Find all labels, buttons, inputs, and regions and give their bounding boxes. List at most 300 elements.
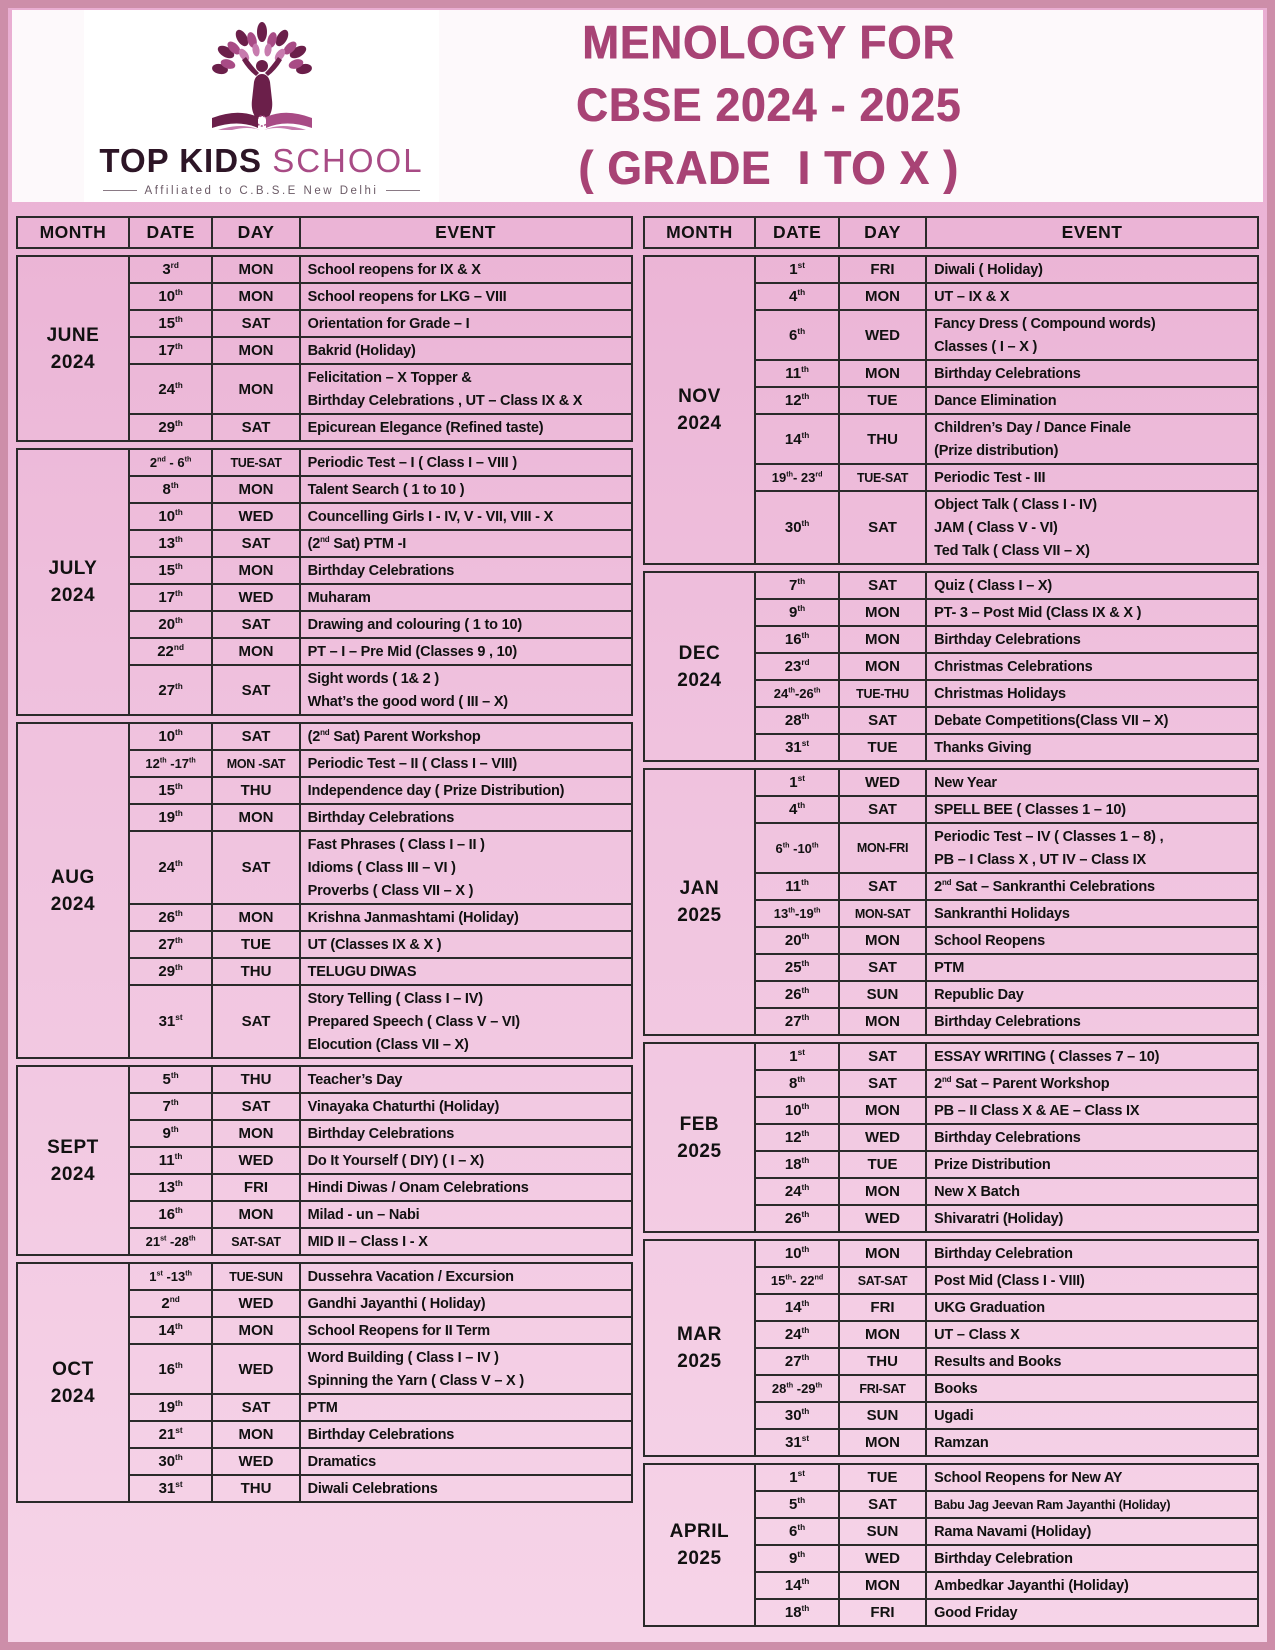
date-cell: 4th [755,283,839,310]
date-cell: 19th [129,1394,213,1421]
event-cell: Birthday Celebrations [926,626,1258,653]
event-cell: Sankranthi Holidays [926,900,1258,927]
event-cell: Prize Distribution [926,1151,1258,1178]
month-table-nov-2024 [643,255,1260,565]
date-cell: 8th [129,476,213,503]
month-label: NOV 2024 [644,256,756,564]
date-cell: 9th [755,1545,839,1572]
event-cell: Periodic Test - III [926,464,1258,491]
event-cell: Drawing and colouring ( 1 to 10) [300,611,632,638]
date-cell: 16th [129,1344,213,1394]
event-cell: Muharam [300,584,632,611]
date-cell: 20th [755,927,839,954]
header-row [644,217,1259,248]
date-cell: 1st [755,1464,839,1491]
month-table-june-2024 [16,255,633,442]
date-cell: 1st -13th [129,1263,213,1290]
date-cell: 6th [755,310,839,360]
month-table-feb-2025 [643,1042,1260,1233]
page-title [439,2,1263,209]
day-cell: MON [839,927,926,954]
date-cell: 2nd [129,1290,213,1317]
date-cell: 10th [755,1097,839,1124]
calendar-row [644,1240,1259,1267]
event-cell: UKG Graduation [926,1294,1258,1321]
day-cell: THU [839,1348,926,1375]
event-cell: Gandhi Jayanthi ( Holiday) [300,1290,632,1317]
day-cell: FRI-SAT [839,1375,926,1402]
calendar-tables [8,202,1267,1627]
date-cell: 27th [755,1348,839,1375]
day-cell: MON [212,283,299,310]
event-cell: Teacher’s Day [300,1066,632,1093]
day-cell: TUE [839,387,926,414]
event-cell: TELUGU DIWAS [300,958,632,985]
event-cell: Milad - un – Nabi [300,1201,632,1228]
event-cell: ESSAY WRITING ( Classes 7 – 10) [926,1043,1258,1070]
event-cell: Orientation for Grade – I [300,310,632,337]
school-name [99,142,423,180]
date-cell: 15th [129,557,213,584]
date-cell: 3rd [129,256,213,283]
event-cell: School Reopens [926,927,1258,954]
day-cell: MON [839,599,926,626]
calendar-row [644,1464,1259,1491]
date-cell: 10th [129,723,213,750]
column-header-table [16,216,633,249]
event-cell: Post Mid (Class I - VIII) [926,1267,1258,1294]
month-table-mar-2025 [643,1239,1260,1457]
event-cell: Birthday Celebrations [300,1421,632,1448]
event-cell: Felicitation – X Topper & Birthday Celebrations , UT – Class IX & X [300,364,632,414]
day-cell: MON [212,1120,299,1147]
day-cell: SAT [839,707,926,734]
date-cell: 24th [755,1178,839,1205]
day-cell: MON [839,1429,926,1456]
event-cell: Dance Elimination [926,387,1258,414]
day-cell: SAT [212,530,299,557]
day-cell: SAT [212,665,299,715]
month-table-april-2025 [643,1463,1260,1627]
day-cell: TUE [839,734,926,761]
date-cell: 29th [129,414,213,441]
month-table-dec-2024 [643,571,1260,762]
event-cell: Fast Phrases ( Class I – II ) Idioms ( Class III – VI ) Proverbs ( Class VII – X ) [300,831,632,904]
day-cell: SAT [839,572,926,599]
day-cell: SAT [839,1070,926,1097]
column-header-day: DAY [212,217,299,248]
day-cell: MON [839,1008,926,1035]
date-cell: 31st [129,1475,213,1502]
title-line-2: CBSE 2024 - 2025 [575,78,962,132]
event-cell: School reopens for LKG – VIII [300,283,632,310]
day-cell: TUE [839,1464,926,1491]
day-cell: TUE [212,931,299,958]
date-cell: 6th [755,1518,839,1545]
event-cell: Rama Navami (Holiday) [926,1518,1258,1545]
month-label: AUG 2024 [17,723,129,1058]
date-cell: 21st [129,1421,213,1448]
date-cell: 26th [755,1205,839,1232]
month-label: FEB 2025 [644,1043,756,1232]
event-cell: Books [926,1375,1258,1402]
header [12,10,1263,202]
day-cell: MON [212,476,299,503]
date-cell: 11th [755,360,839,387]
day-cell: MON [212,904,299,931]
day-cell: MON [212,1317,299,1344]
column-header-table [643,216,1260,249]
column-header-date: DATE [755,217,839,248]
event-cell: 2nd Sat – Parent Workshop [926,1070,1258,1097]
calendar-row [17,1066,632,1093]
event-cell: Diwali ( Holiday) [926,256,1258,283]
month-label: JAN 2025 [644,769,756,1035]
date-cell: 31st [755,734,839,761]
day-cell: WED [839,1124,926,1151]
month-table-sept-2024 [16,1065,633,1256]
calendar-row [644,572,1259,599]
day-cell: SUN [839,1518,926,1545]
event-cell: Vinayaka Chaturthi (Holiday) [300,1093,632,1120]
date-cell: 15th- 22nd [755,1267,839,1294]
event-cell: UT – IX & X [926,283,1258,310]
calendar-column-left [16,216,633,1503]
date-cell: 27th [755,1008,839,1035]
event-cell: Babu Jag Jeevan Ram Jayanthi (Holiday) [926,1491,1258,1518]
event-cell: Birthday Celebrations [300,804,632,831]
day-cell: FRI [839,256,926,283]
date-cell: 9th [129,1120,213,1147]
event-cell: Birthday Celebrations [926,1124,1258,1151]
day-cell: SAT [839,491,926,564]
day-cell: THU [212,1066,299,1093]
date-cell: 16th [129,1201,213,1228]
day-cell: SAT [839,1491,926,1518]
date-cell: 23rd [755,653,839,680]
day-cell: SAT [212,831,299,904]
date-cell: 10th [129,503,213,530]
school-name-top-kids: TOP KIDS [99,141,263,179]
event-cell: New Year [926,769,1258,796]
month-label: MAR 2025 [644,1240,756,1456]
date-cell: 19th [129,804,213,831]
day-cell: MON [212,804,299,831]
event-cell: UT (Classes IX & X ) [300,931,632,958]
day-cell: MON [839,283,926,310]
event-cell: Word Building ( Class I – IV ) Spinning the Yarn ( Class V – X ) [300,1344,632,1394]
date-cell: 6th -10th [755,823,839,873]
date-cell: 22nd [129,638,213,665]
date-cell: 27th [129,665,213,715]
date-cell: 13th [129,530,213,557]
day-cell: SAT [212,1093,299,1120]
day-cell: THU [212,1475,299,1502]
event-cell: Sight words ( 1& 2 ) What’s the good word ( III – X) [300,665,632,715]
day-cell: SAT [212,310,299,337]
event-cell: PTM [926,954,1258,981]
event-cell: Periodic Test – I ( Class I – VIII ) [300,449,632,476]
event-cell: PTM [300,1394,632,1421]
school-tagline: Affiliated to C.B.S.E New Delhi [103,185,421,197]
event-cell: Bakrid (Holiday) [300,337,632,364]
date-cell: 30th [129,1448,213,1475]
day-cell: WED [212,1448,299,1475]
day-cell: FRI [839,1294,926,1321]
date-cell: 31st [755,1429,839,1456]
date-cell: 18th [755,1151,839,1178]
event-cell: Results and Books [926,1348,1258,1375]
date-cell: 27th [129,931,213,958]
day-cell: MON-SAT [839,900,926,927]
date-cell: 18th [755,1599,839,1626]
calendar-column-right [643,216,1260,1627]
day-cell: MON [212,337,299,364]
date-cell: 14th [755,414,839,464]
month-table-july-2024 [16,448,633,716]
day-cell: SAT [212,985,299,1058]
day-cell: THU [212,777,299,804]
calendar-row [644,769,1259,796]
event-cell: UT – Class X [926,1321,1258,1348]
event-cell: Hindi Diwas / Onam Celebrations [300,1174,632,1201]
day-cell: SAT [212,611,299,638]
day-cell: MON [212,1421,299,1448]
date-cell: 12th [755,387,839,414]
calendar-row [644,256,1259,283]
date-cell: 11th [755,873,839,900]
event-cell: PT – I – Pre Mid (Classes 9 , 10) [300,638,632,665]
month-table-jan-2025 [643,768,1260,1036]
date-cell: 9th [755,599,839,626]
day-cell: SAT [839,873,926,900]
event-cell: Thanks Giving [926,734,1258,761]
day-cell: SAT [839,954,926,981]
event-cell: School Reopens for II Term [300,1317,632,1344]
date-cell: 20th [129,611,213,638]
day-cell: THU [839,414,926,464]
event-cell: SPELL BEE ( Classes 1 – 10) [926,796,1258,823]
event-cell: Ugadi [926,1402,1258,1429]
event-cell: Councelling Girls I - IV, V - VII, VIII - X [300,503,632,530]
event-cell: Quiz ( Class I – X) [926,572,1258,599]
event-cell: MID II – Class I - X [300,1228,632,1255]
event-cell: Birthday Celebrations [926,1008,1258,1035]
event-cell: Christmas Celebrations [926,653,1258,680]
date-cell: 17th [129,584,213,611]
school-logo [84,10,439,202]
day-cell: THU [212,958,299,985]
date-cell: 24th-26th [755,680,839,707]
event-cell: Story Telling ( Class I – IV) Prepared Speech ( Class V – VI) Elocution (Class VII – X) [300,985,632,1058]
day-cell: MON [839,626,926,653]
event-cell: (2nd Sat) PTM -I [300,530,632,557]
date-cell: 26th [129,904,213,931]
title-line-3: ( GRADE I TO X ) [578,141,959,195]
day-cell: TUE-SAT [212,449,299,476]
event-cell: School Reopens for New AY [926,1464,1258,1491]
day-cell: SAT-SAT [212,1228,299,1255]
date-cell: 15th [129,310,213,337]
day-cell: MON [839,653,926,680]
event-cell: School reopens for IX & X [300,256,632,283]
event-cell: Dramatics [300,1448,632,1475]
day-cell: SAT [212,1394,299,1421]
day-cell: MON [839,360,926,387]
day-cell: MON -SAT [212,750,299,777]
date-cell: 11th [129,1147,213,1174]
calendar-row [17,723,632,750]
column-header-day: DAY [839,217,926,248]
date-cell: 17th [129,337,213,364]
event-cell: Birthday Celebrations [926,360,1258,387]
date-cell: 26th [755,981,839,1008]
event-cell: Krishna Janmashtami (Holiday) [300,904,632,931]
month-label: JULY 2024 [17,449,129,715]
day-cell: WED [212,503,299,530]
event-cell: Dussehra Vacation / Excursion [300,1263,632,1290]
event-cell: Epicurean Elegance (Refined taste) [300,414,632,441]
date-cell: 14th [755,1294,839,1321]
school-logo-tree-book-icon [198,22,326,138]
date-cell: 19th- 23rd [755,464,839,491]
day-cell: MON-FRI [839,823,926,873]
day-cell: MON [839,1321,926,1348]
event-cell: Birthday Celebration [926,1545,1258,1572]
date-cell: 16th [755,626,839,653]
date-cell: 25th [755,954,839,981]
column-header-month: MONTH [17,217,129,248]
date-cell: 8th [755,1070,839,1097]
event-cell: Do It Yourself ( DIY) ( I – X) [300,1147,632,1174]
column-header-date: DATE [129,217,213,248]
event-cell: Fancy Dress ( Compound words) Classes ( I – X ) [926,310,1258,360]
school-name-school: SCHOOL [272,141,424,179]
event-cell: Ramzan [926,1429,1258,1456]
calendar-row [644,1043,1259,1070]
day-cell: MON [839,1240,926,1267]
day-cell: FRI [839,1599,926,1626]
date-cell: 12th [755,1124,839,1151]
date-cell: 29th [129,958,213,985]
date-cell: 14th [129,1317,213,1344]
event-cell: Republic Day [926,981,1258,1008]
event-cell: Ambedkar Jayanthi (Holiday) [926,1572,1258,1599]
day-cell: MON [212,364,299,414]
date-cell: 31st [129,985,213,1058]
header-row [17,217,632,248]
day-cell: WED [839,310,926,360]
date-cell: 28th [755,707,839,734]
day-cell: WED [212,1344,299,1394]
date-cell: 24th [129,364,213,414]
day-cell: WED [212,1290,299,1317]
day-cell: MON [839,1178,926,1205]
event-cell: Periodic Test – IV ( Classes 1 – 8) , PB – I Class X , UT IV – Class IX [926,823,1258,873]
date-cell: 13th-19th [755,900,839,927]
calendar-row [17,1263,632,1290]
date-cell: 4th [755,796,839,823]
date-cell: 2nd - 6th [129,449,213,476]
day-cell: SAT [839,1043,926,1070]
date-cell: 30th [755,1402,839,1429]
event-cell: Birthday Celebrations [300,557,632,584]
date-cell: 10th [129,283,213,310]
date-cell: 10th [755,1240,839,1267]
day-cell: MON [212,256,299,283]
date-cell: 7th [129,1093,213,1120]
event-cell: Birthday Celebration [926,1240,1258,1267]
event-cell: Independence day ( Prize Distribution) [300,777,632,804]
day-cell: MON [839,1097,926,1124]
month-label: SEPT 2024 [17,1066,129,1255]
day-cell: TUE [839,1151,926,1178]
day-cell: MON [212,557,299,584]
day-cell: WED [212,584,299,611]
month-label: APRIL 2025 [644,1464,756,1626]
date-cell: 24th [755,1321,839,1348]
day-cell: WED [839,1205,926,1232]
date-cell: 24th [129,831,213,904]
event-cell: Christmas Holidays [926,680,1258,707]
event-cell: Periodic Test – II ( Class I – VIII) [300,750,632,777]
event-cell: Good Friday [926,1599,1258,1626]
date-cell: 30th [755,491,839,564]
date-cell: 1st [755,256,839,283]
day-cell: MON [839,1572,926,1599]
date-cell: 12th -17th [129,750,213,777]
day-cell: WED [839,1545,926,1572]
date-cell: 5th [755,1491,839,1518]
day-cell: TUE-SAT [839,464,926,491]
month-table-aug-2024 [16,722,633,1059]
title-line-1: MENOLOGY FOR [582,16,955,70]
date-cell: 14th [755,1572,839,1599]
month-label: DEC 2024 [644,572,756,761]
event-cell: Birthday Celebrations [300,1120,632,1147]
calendar-row [17,256,632,283]
event-cell: Children’s Day / Dance Finale (Prize distribution) [926,414,1258,464]
month-label: OCT 2024 [17,1263,129,1502]
day-cell: SAT [212,414,299,441]
date-cell: 13th [129,1174,213,1201]
date-cell: 28th -29th [755,1375,839,1402]
event-cell: New X Batch [926,1178,1258,1205]
day-cell: FRI [212,1174,299,1201]
day-cell: WED [212,1147,299,1174]
event-cell: Debate Competitions(Class VII – X) [926,707,1258,734]
month-table-oct-2024 [16,1262,633,1503]
month-label: JUNE 2024 [17,256,129,441]
event-cell: (2nd Sat) Parent Workshop [300,723,632,750]
day-cell: MON [212,638,299,665]
event-cell: Shivaratri (Holiday) [926,1205,1258,1232]
day-cell: SUN [839,1402,926,1429]
column-header-event: EVENT [300,217,632,248]
date-cell: 5th [129,1066,213,1093]
date-cell: 15th [129,777,213,804]
day-cell: TUE-SUN [212,1263,299,1290]
day-cell: SUN [839,981,926,1008]
day-cell: SAT-SAT [839,1267,926,1294]
day-cell: SAT [212,723,299,750]
day-cell: TUE-THU [839,680,926,707]
calendar-row [17,449,632,476]
date-cell: 1st [755,1043,839,1070]
event-cell: PB – II Class X & AE – Class IX [926,1097,1258,1124]
date-cell: 7th [755,572,839,599]
day-cell: WED [839,769,926,796]
